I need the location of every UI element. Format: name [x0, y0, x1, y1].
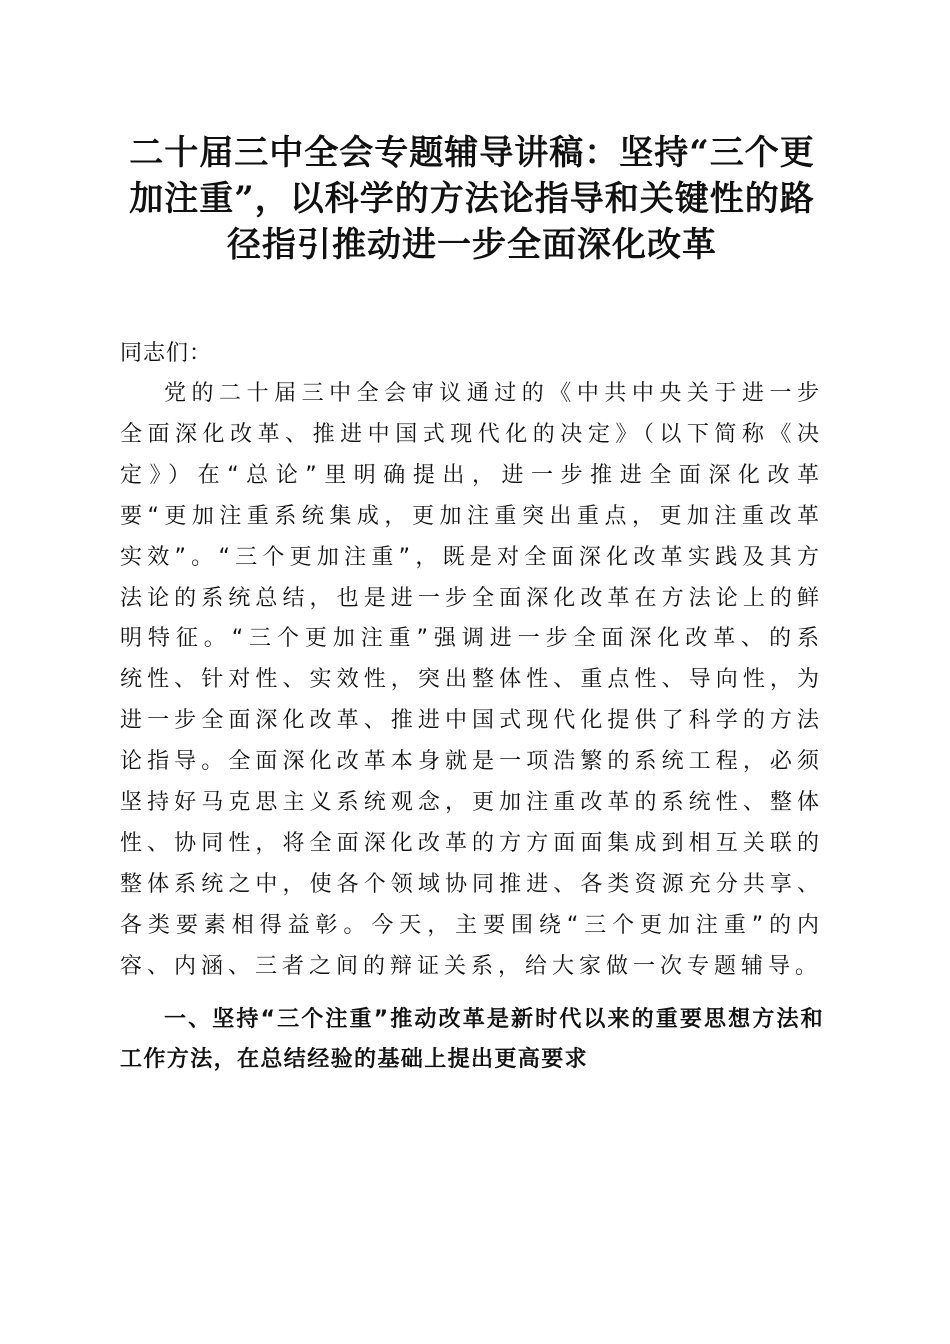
document-title: 二十届三中全会专题辅导讲稿：坚持“三个更加注重”，以科学的方法论指导和关键性的路径指引推动进一步全面深化改革	[129, 133, 815, 265]
salutation: 同志们：	[120, 341, 213, 366]
section-heading: 一、坚持“三个注重”推动改革是新时代以来的重要思想方法和工作方法，在总结经验的基础上提出更高要求	[120, 1006, 824, 1072]
body-paragraph: 党的二十届三中全会审议通过的《中共中央关于进一步全面深化改革、推进中国式现代化的决定》（以下简称《决定》）在“总论”里明确提出，进一步推进全面深化改革要“更加注重系统集成，更加注重突出重点，更加注重改革实效”。“三个更加注重”，既是对全面深化改革实践及其方法论的系统总结，也是进一步全面深化改革在方法论上的鲜明特征。“三个更加注重”强调进一步全面深化改革、的系统性、针对性、实效性，突出整体性、重点性、导向性，为进一步全面深化改革、推进中国式现代化提供了科学的方法论指导。全面深化改革本身就是一项浩繁的系统工程，必须坚持好马克思主义系统观念，更加注重改革的系统性、整体性、协同性，将全面深化改革的方方面面集成到相互关联的整体系统之中，使各个领域协同推进、各类资源充分共享、各类要素相得益彰。今天，主要围绕“三个更加注重”的内容、内涵、三者之间的辩证关系，给大家做一次专题辅导。	[120, 381, 824, 979]
document-page	[120, 130, 824, 1080]
